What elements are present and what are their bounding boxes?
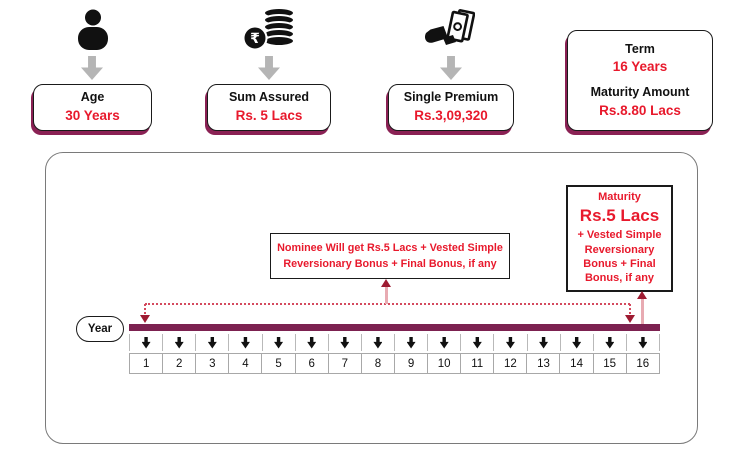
death-benefit-dotted-line (145, 303, 630, 305)
down-arrow-icon (473, 337, 482, 349)
year-arrow-cell (163, 334, 196, 351)
nominee-connector-line (385, 287, 388, 304)
down-arrowhead-icon (625, 315, 635, 323)
year-arrow-cell (627, 334, 660, 351)
year-cell: 2 (162, 353, 196, 374)
year-cell: 1 (129, 353, 163, 374)
age-value: 30 Years (65, 107, 120, 123)
year-arrow-cell (528, 334, 561, 351)
year-arrow-cell (594, 334, 627, 351)
year-cell: 12 (493, 353, 527, 374)
single-premium-label: Single Premium (403, 90, 499, 105)
up-arrowhead-icon (381, 279, 391, 287)
year-arrow-cell (129, 334, 163, 351)
down-arrow-icon (506, 337, 515, 349)
maturity-note-amount: Rs.5 Lacs (579, 206, 660, 226)
down-arrow-icon (572, 337, 581, 349)
maturity-note-title: Maturity (598, 191, 641, 204)
year-arrow-cell (561, 334, 594, 351)
nominee-note-line2: Reversionary Bonus + Final Bonus, if any (283, 258, 497, 270)
year-arrow-row (129, 334, 660, 351)
maturity-connector-line (641, 299, 644, 325)
maturity-note-detail: + Vested Simple Reversionary Bonus + Final Bonus, if any (577, 229, 662, 285)
age-label: Age (80, 90, 105, 105)
down-arrow-icon (440, 337, 449, 349)
maturity-note-box (566, 185, 673, 292)
single-premium-card (388, 84, 514, 131)
year-arrow-cell (296, 334, 329, 351)
hand-money-icon (422, 6, 476, 54)
term-maturity-card (567, 30, 713, 131)
down-arrow-icon (208, 337, 217, 349)
maturity-amount-value: Rs.8.80 Lacs (599, 102, 681, 118)
year-arrow-cell (263, 334, 296, 351)
up-arrowhead-icon (637, 291, 647, 299)
person-icon (73, 7, 113, 51)
term-value: 16 Years (612, 59, 668, 75)
down-arrow-icon (241, 337, 250, 349)
dotted-line-right-drop (629, 304, 631, 314)
year-cell: 3 (195, 353, 229, 374)
policy-term-bar (129, 324, 660, 331)
year-arrow-cell (196, 334, 229, 351)
age-card (33, 84, 152, 131)
down-arrow-icon (605, 337, 614, 349)
year-cell: 7 (328, 353, 362, 374)
down-arrow-icon (175, 337, 184, 349)
sum-assured-card (207, 84, 331, 131)
term-label: Term (625, 41, 655, 56)
down-arrow-icon (307, 337, 316, 349)
year-cell: 8 (361, 353, 395, 374)
down-arrow-icon (373, 337, 382, 349)
down-arrow-icon (407, 337, 416, 349)
year-pill: Year (76, 316, 124, 342)
sum-assured-value: Rs. 5 Lacs (235, 107, 303, 123)
year-cell: 13 (526, 353, 560, 374)
year-number-row (129, 353, 660, 374)
down-arrow-icon (539, 337, 548, 349)
timeline-panel (45, 152, 698, 444)
down-block-arrow-icon (258, 56, 280, 80)
down-block-arrow-icon (81, 56, 103, 80)
year-arrow-cell (461, 334, 494, 351)
year-cell: 16 (626, 353, 660, 374)
year-cell: 15 (593, 353, 627, 374)
year-cell: 5 (261, 353, 295, 374)
dotted-line-left-drop (144, 304, 146, 314)
year-cell: 6 (295, 353, 329, 374)
rupee-coins-icon (240, 5, 298, 53)
down-block-arrow-icon (440, 56, 462, 80)
year-arrow-cell (229, 334, 262, 351)
down-arrow-icon (142, 337, 151, 349)
svg-text:₹: ₹ (250, 31, 260, 47)
year-cell: 10 (427, 353, 461, 374)
down-arrow-icon (340, 337, 349, 349)
year-cell: 11 (460, 353, 494, 374)
nominee-note-box (270, 233, 510, 279)
year-arrow-cell (428, 334, 461, 351)
down-arrow-icon (638, 337, 647, 349)
single-premium-value: Rs.3,09,320 (414, 107, 488, 123)
year-cell: 14 (559, 353, 593, 374)
year-arrow-cell (329, 334, 362, 351)
year-arrow-cell (395, 334, 428, 351)
down-arrow-icon (274, 337, 283, 349)
year-cell: 4 (228, 353, 262, 374)
sum-assured-label: Sum Assured (228, 90, 310, 105)
nominee-note-line1: Nominee Will get Rs.5 Lacs + Vested Simple (277, 241, 503, 254)
year-arrow-cell (362, 334, 395, 351)
down-arrowhead-icon (140, 315, 150, 323)
maturity-amount-label: Maturity Amount (590, 85, 690, 99)
year-arrow-cell (494, 334, 527, 351)
year-cell: 9 (394, 353, 428, 374)
